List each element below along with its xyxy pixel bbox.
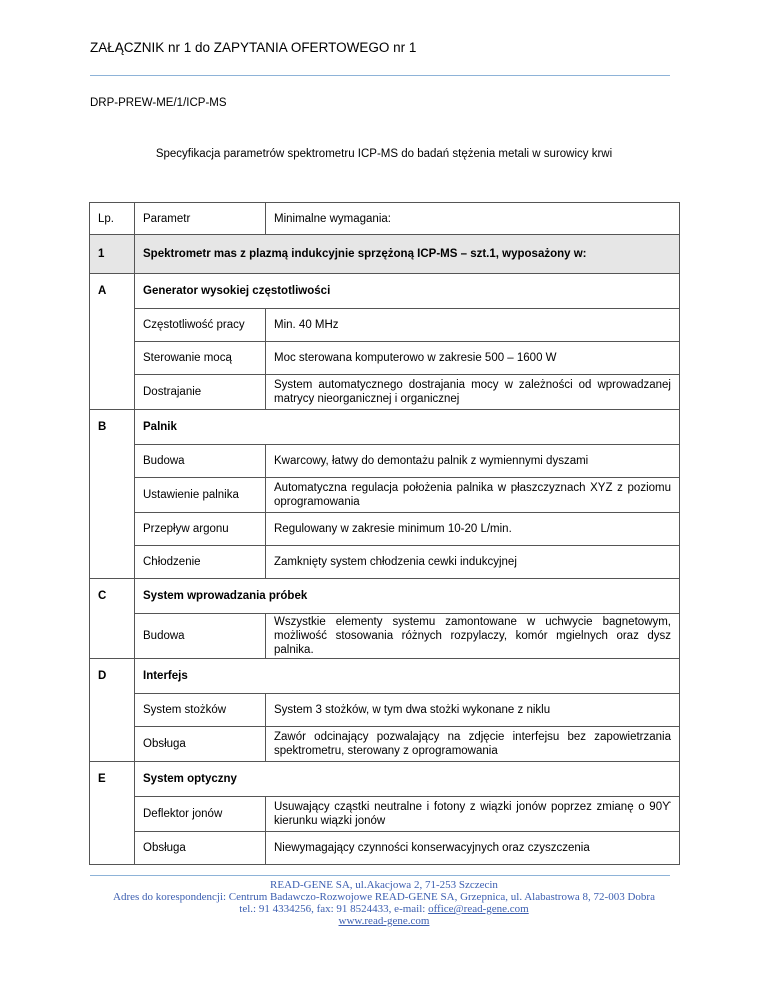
section-title: Palnik (135, 410, 680, 445)
spec-item-indent (90, 727, 135, 762)
spec-item-requirement: Min. 40 MHz (266, 309, 680, 342)
spec-item-parameter: Dostrajanie (135, 375, 266, 410)
spec-item-requirement: Kwarcowy, łatwy do demontażu palnik z wymiennymi dyszami (266, 445, 680, 478)
spec-item-requirement: Moc sterowana komputerowo w zakresie 500 – 1600 W (266, 342, 680, 375)
spec-item-requirement: Niewymagający czynności konserwacyjnych oraz czyszczenia (266, 832, 680, 865)
spec-item-row (90, 832, 680, 865)
spec-item-indent (90, 342, 135, 375)
footer-divider (90, 875, 670, 876)
spec-item-indent (90, 478, 135, 513)
spec-item-indent (90, 309, 135, 342)
spec-item-indent (90, 546, 135, 579)
spec-item-indent (90, 445, 135, 478)
spec-item-row (90, 727, 680, 762)
main-item-number: 1 (90, 235, 135, 274)
spec-item-parameter: Chłodzenie (135, 546, 266, 579)
spec-item-parameter: Obsługa (135, 832, 266, 865)
section-letter: D (90, 659, 135, 694)
header-divider (90, 75, 670, 76)
spec-item-requirement: Usuwający cząstki neutralne i fotony z wiązki jonów poprzez zmianę o 90ϒ kierunku wiązki jonów (266, 797, 680, 832)
spec-item-parameter: Budowa (135, 445, 266, 478)
section-letter: C (90, 579, 135, 614)
spec-item-row (90, 375, 680, 410)
footer (0, 879, 768, 927)
document-reference: DRP-PREW-ME/1/ICP-MS (90, 97, 227, 109)
header-wymagania: Minimalne wymagania: (266, 203, 680, 235)
section-letter: E (90, 762, 135, 797)
header-lp: Lp. (90, 203, 135, 235)
spec-item-parameter: Przepływ argonu (135, 513, 266, 546)
table-caption: Specyfikacja parametrów spektrometru ICP-MS do badań stężenia metali w surowicy krwi (155, 148, 613, 160)
spec-item-requirement: System automatycznego dostrajania mocy w zależności od wprowadzanej matrycy nieorganicznej i organicznej (266, 375, 680, 410)
main-item-row (90, 235, 680, 274)
header-parametr: Parametr (135, 203, 266, 235)
section-row (90, 410, 680, 445)
section-row (90, 274, 680, 309)
spec-item-row (90, 309, 680, 342)
section-title: Interfejs (135, 659, 680, 694)
spec-item-row (90, 797, 680, 832)
spec-item-row (90, 546, 680, 579)
specification-table (89, 202, 680, 865)
spec-item-parameter: System stożków (135, 694, 266, 727)
footer-company-address: READ-GENE SA, ul.Akacjowa 2, 71-253 Szczecin (270, 879, 498, 891)
spec-item-requirement: Wszystkie elementy systemu zamontowane w uchwycie bagnetowym, możliwość stosowania różnych rozpylaczy, komór mgielnych oraz dysz palnika. (266, 614, 680, 659)
spec-item-row (90, 445, 680, 478)
spec-item-indent (90, 694, 135, 727)
section-row (90, 762, 680, 797)
footer-website-link[interactable]: www.read-gene.com (338, 915, 430, 927)
spec-item-row (90, 342, 680, 375)
section-title: Generator wysokiej częstotliwości (135, 274, 680, 309)
spec-item-row (90, 694, 680, 727)
spec-item-parameter: Deflektor jonów (135, 797, 266, 832)
spec-item-indent (90, 614, 135, 659)
footer-correspondence-address: Adres do korespondencji: Centrum Badawczo-Rozwojowe READ-GENE SA, Grzepnica, ul. Alabastrowa 8, 72-003 Dobra (113, 891, 655, 903)
spec-item-parameter: Sterowanie mocą (135, 342, 266, 375)
spec-item-indent (90, 375, 135, 410)
footer-website (0, 915, 768, 927)
spec-item-row (90, 513, 680, 546)
document-title: ZAŁĄCZNIK nr 1 do ZAPYTANIA OFERTOWEGO nr 1 (90, 40, 417, 55)
section-letter: A (90, 274, 135, 309)
table-header-row (90, 203, 680, 235)
spec-item-parameter: Budowa (135, 614, 266, 659)
section-letter: B (90, 410, 135, 445)
spec-item-indent (90, 832, 135, 865)
spec-item-requirement: Automatyczna regulacja położenia palnika w płaszczyznach XYZ z poziomu oprogramowania (266, 478, 680, 513)
spec-item-parameter: Częstotliwość pracy (135, 309, 266, 342)
spec-item-row (90, 478, 680, 513)
section-title: System wprowadzania próbek (135, 579, 680, 614)
spec-item-indent (90, 513, 135, 546)
section-title: System optyczny (135, 762, 680, 797)
footer-contact (0, 903, 768, 915)
section-row (90, 579, 680, 614)
spec-item-requirement: Zawór odcinający pozwalający na zdjęcie interfejsu bez zapowietrzania spektrometru, sterowany z oprogramowania (266, 727, 680, 762)
spec-item-parameter: Obsługa (135, 727, 266, 762)
spec-item-requirement: Regulowany w zakresie minimum 10-20 L/min. (266, 513, 680, 546)
spec-item-indent (90, 797, 135, 832)
spec-item-parameter: Ustawienie palnika (135, 478, 266, 513)
main-item-title: Spektrometr mas z plazmą indukcyjnie sprzężoną ICP-MS – szt.1, wyposażony w: (135, 235, 680, 274)
footer-phone-fax: tel.: 91 4334256, fax: 91 8524433, e-mail: (239, 903, 429, 915)
spec-item-requirement: Zamknięty system chłodzenia cewki indukcyjnej (266, 546, 680, 579)
spec-item-row (90, 614, 680, 659)
section-row (90, 659, 680, 694)
spec-item-requirement: System 3 stożków, w tym dwa stożki wykonane z niklu (266, 694, 680, 727)
footer-email-link[interactable]: office@read-gene.com (428, 903, 529, 915)
